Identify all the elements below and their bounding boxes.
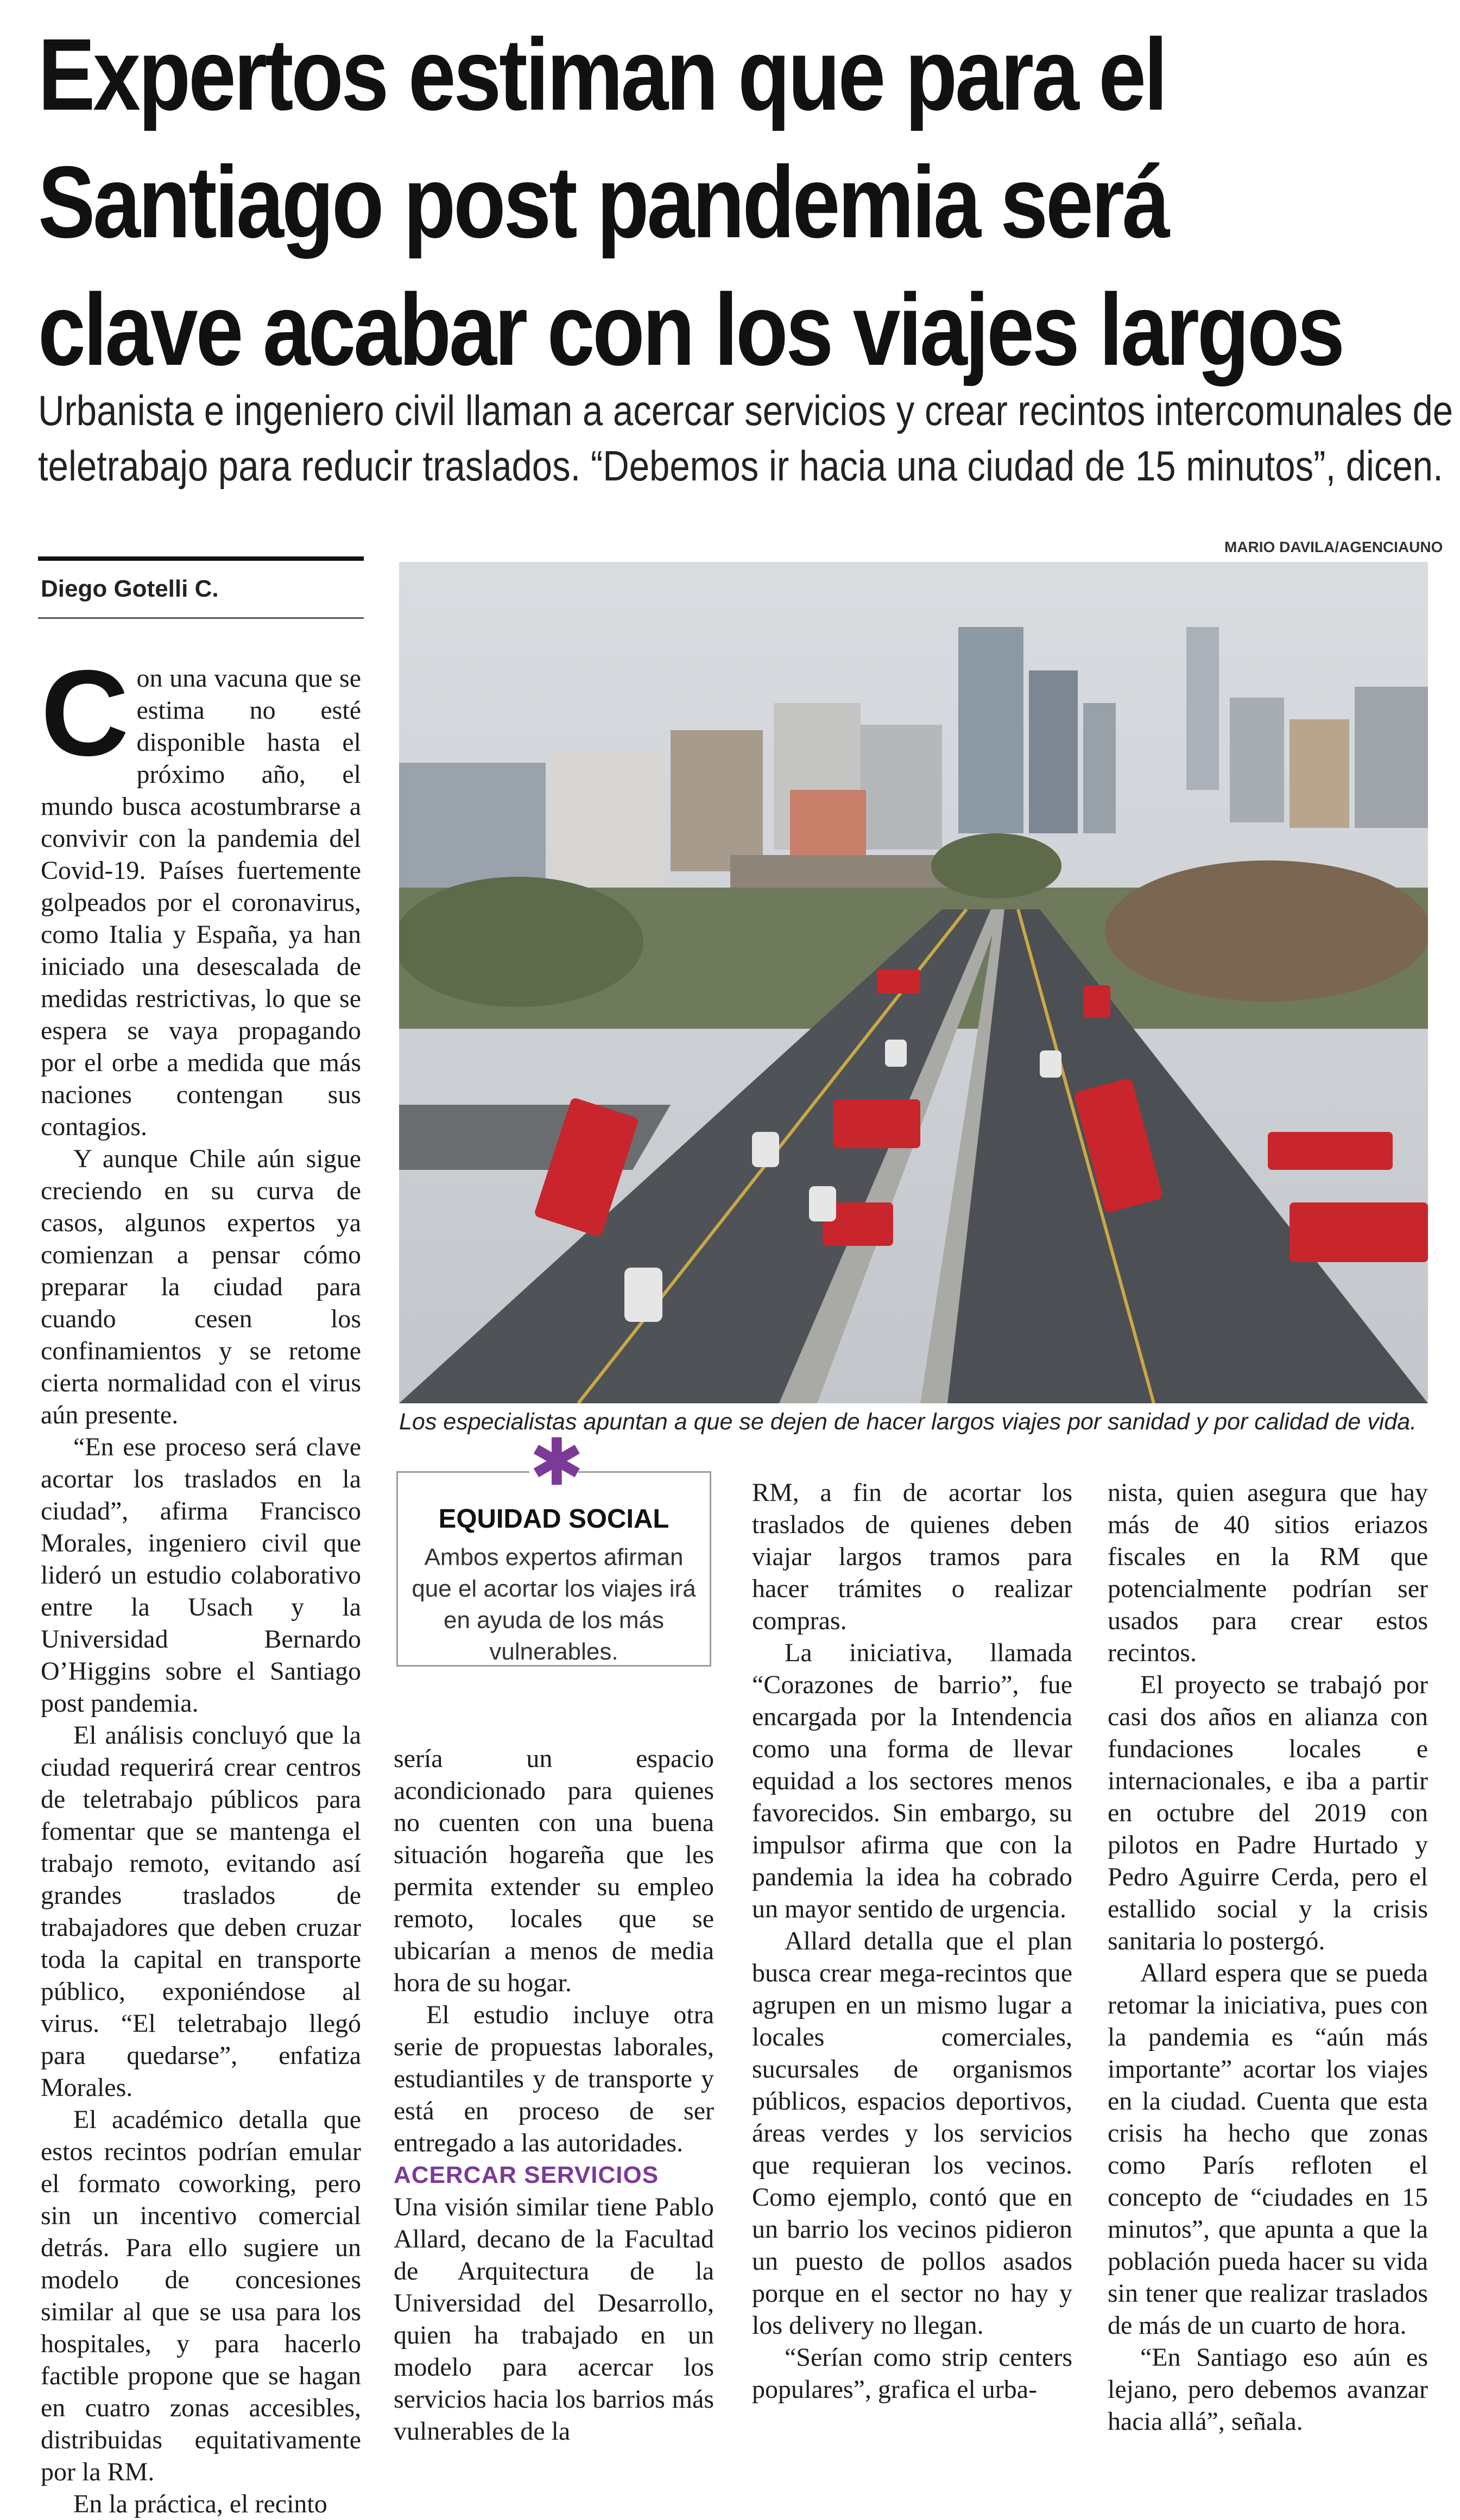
- byline: Diego Gotelli C.: [41, 575, 219, 602]
- paragraph: La iniciativa, llamada “Corazones de barrio”, fue encargada por la Intendencia como una forma de llevar equidad a los sectores menos favorecidos. Sin embargo, su impulsor afirma que con la pandemia la idea ha cobrado un mayor sentido de urgencia.: [752, 1638, 1072, 1923]
- headline-line-1: Expertos estiman que para el: [38, 17, 1166, 131]
- paragraph: El estudio incluye otra serie de propuestas laborales, estudiantiles y de transporte y está en proceso de ser entregado a las autoridades.: [394, 2000, 714, 2157]
- column-1: [41, 644, 361, 2520]
- headline-line-2: Santiago post pandemia será: [38, 145, 1168, 259]
- headline-line-3: clave acabar con los viajes largos: [38, 273, 1343, 387]
- drop-cap: C: [41, 644, 129, 781]
- subheadline-line-2: teletrabajo para reducir traslados. “Debemos ir hacia una ciudad de 15 minutos”, dicen.: [38, 442, 1443, 490]
- paragraph: El académico detalla que estos recintos podrían emular el formato coworking, pero sin un incentivo comercial detrás. Para ello sugiere un modelo de concesiones similar al que se usa para los hospitales, y para hacerlo factible propone que se hagan en cuatro zonas accesibles, distribuidas equitativamente por la RM.: [41, 2105, 361, 2486]
- sidebar-text: Ambos expertos afirman que el acortar los viajes irá en ayuda de los más vulnerables.: [412, 1544, 696, 1665]
- paragraph: Allard detalla que el plan busca crear mega-recintos que agrupen en un mismo lugar a locales comerciales, sucursales de organismos públicos, espacios deportivos, áreas verdes y los servicios que requieran los vecinos. Como ejemplo, contó que en un barrio los vecinos pidieron un puesto de pollos asados porque en el sector no hay y los delivery no llegan.: [752, 1927, 1072, 2340]
- paragraph: nista, quien asegura que hay más de 40 sitios eriazos fiscales en la RM que potencialmente podrían ser usados para crear estos recintos.: [1108, 1478, 1428, 1667]
- paragraph: Allard espera que se pueda retomar la iniciativa, pues con la pandemia es “aún más importante” acortar los viajes en la ciudad. Cuenta que esta crisis ha hecho que zonas como París refloten el concepto de “ciudades en 15 minutos”, que apunta a que la población pueda hacer su vida sin tener que realizar traslados de más de un cuarto de hora.: [1108, 1959, 1428, 2340]
- city-avenue-illustration: [399, 562, 1428, 1403]
- paragraph: En la práctica, el recinto: [73, 2490, 327, 2518]
- byline-rule-bottom: [38, 617, 364, 619]
- sidebar-title: EQUIDAD SOCIAL: [438, 1504, 669, 1534]
- subheadline: [38, 383, 1453, 493]
- article-photo: [399, 562, 1428, 1403]
- column-3: [752, 1477, 1072, 2405]
- paragraph: “Serían como strip centers populares”, grafica el urba-: [752, 2343, 1072, 2404]
- byline-rule: [38, 556, 364, 561]
- column-2: [394, 1743, 714, 2447]
- paragraph: Y aunque Chile aún sigue creciendo en su curva de casos, algunos expertos ya comienzan a pensar cómo preparar la ciudad para cuando cesen los confinamientos y se retome cierta normalidad con el virus aún presente.: [41, 1144, 361, 1429]
- paragraph: El análisis concluyó que la ciudad requerirá crear centros de teletrabajo públicos para fomentar que se mantenga el trabajo remoto, evitando así grandes traslados de trabajadores que deben cruzar toda la capital en transporte público, exponiéndose al virus. “El teletrabajo llegó para quedarse”, enfatiza Morales.: [41, 1721, 361, 2102]
- headline: [38, 11, 1429, 394]
- paragraph: sería un espacio acondicionado para quienes no cuenten con una buena situación hogareña que les permita extender su empleo remoto, locales que se ubicarían a menos de media hora de su hogar.: [394, 1744, 714, 1997]
- paragraph: [41, 644, 361, 1143]
- paragraph: RM, a fin de acortar los traslados de quienes deben viajar largos tramos para hacer trámites o realizar compras.: [752, 1478, 1072, 1635]
- section-heading: ACERCAR SERVICIOS: [394, 2162, 659, 2188]
- photo-credit: MARIO DAVILA/AGENCIAUNO: [1224, 539, 1443, 555]
- paragraph: El proyecto se trabajó por casi dos años en alianza con fundaciones locales e internacionales, e iba a partir en octubre del 2019 con pilotos en Padre Hurtado y Pedro Aguirre Cerda, pero el estallido social y la crisis sanitaria lo postergó.: [1108, 1670, 1428, 1955]
- paragraph: “En ese proceso será clave acortar los traslados en la ciudad”, afirma Francisco Morales, ingeniero civil que lideró un estudio colaborativo entre la Usach y la Universidad Bernardo O’Higgins sobre el Santiago post pandemia.: [41, 1433, 361, 1718]
- photo-caption: Los especialistas apuntan a que se dejen de hacer largos viajes por sanidad y por calidad de vida.: [399, 1409, 1417, 1435]
- paragraph-text: on una vacuna que se estima no esté disponible hasta el próximo año, el mundo busca acostumbrarse a convivir con la pandemia del Covid-19. Países fuertemente golpeados por el coronavirus, como Italia y España, ya han iniciado una desescalada de medidas restrictivas, lo que se espera se vaya propagando por el orbe a medida que más naciones contengan sus contagios.: [41, 664, 361, 1141]
- subheadline-line-1: Urbanista e ingeniero civil llaman a acercar servicios y crear recintos intercomunales de: [38, 387, 1453, 434]
- paragraph: Una visión similar tiene Pablo Allard, decano de la Facultad de Arquitectura de la Universidad del Desarrollo, quien ha trabajado en un modelo para acercar los servicios hacia los barrios más vulnerables de la: [394, 2193, 714, 2446]
- column-4: [1108, 1477, 1428, 2437]
- paragraph: “En Santiago eso aún es lejano, pero debemos avanzar hacia allá”, señala.: [1108, 2343, 1428, 2436]
- asterisk-icon: ✱: [529, 1425, 584, 1500]
